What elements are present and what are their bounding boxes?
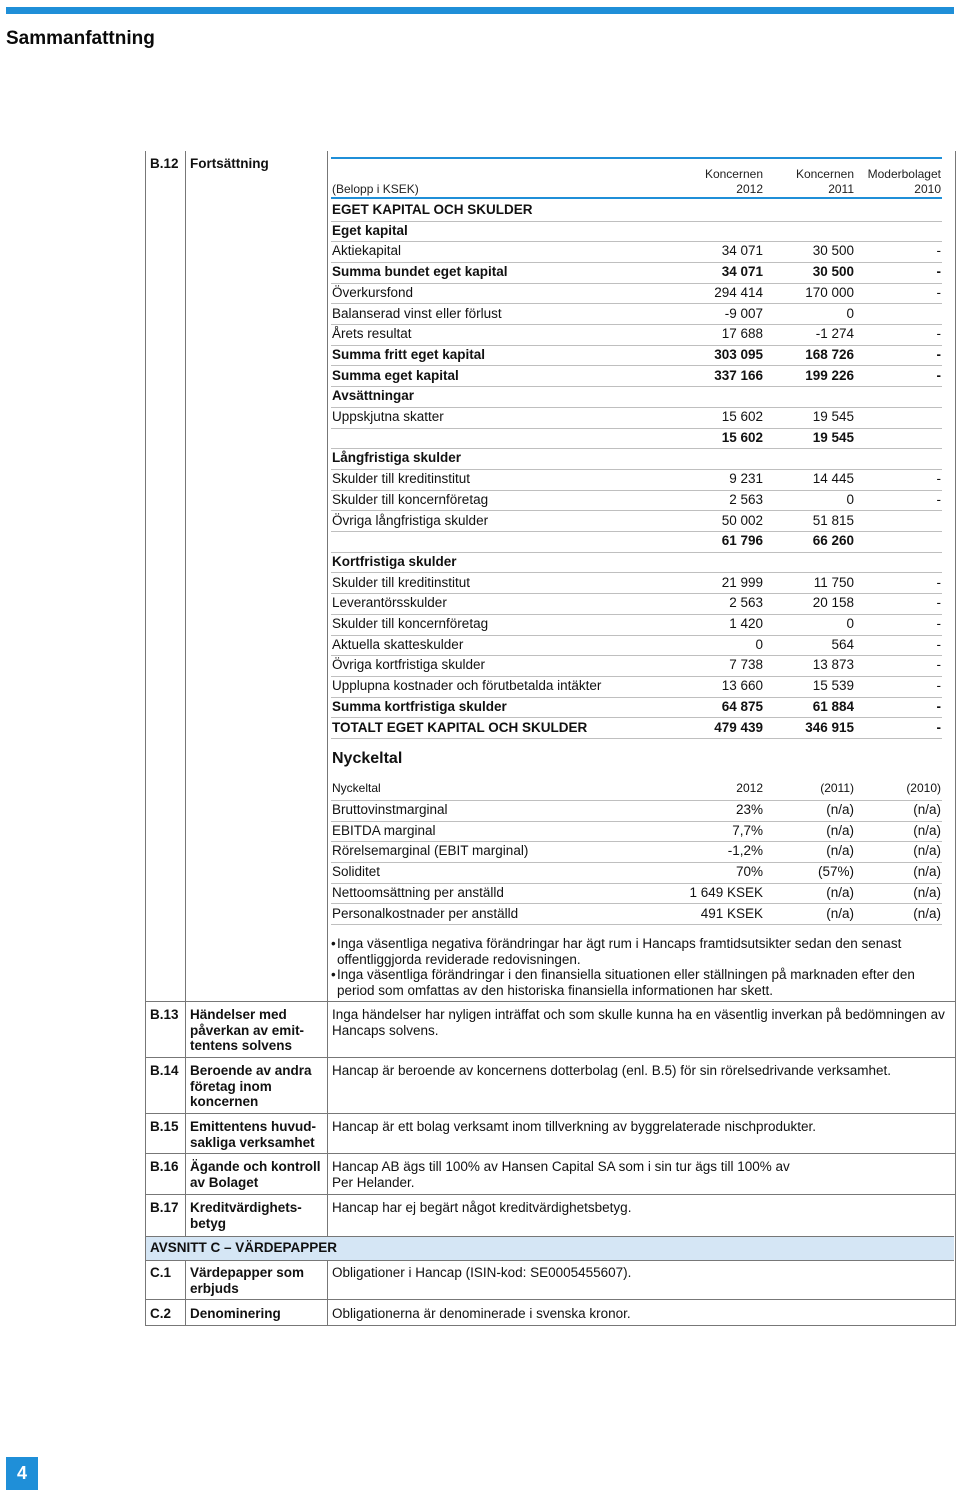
row-value-v2: (n/a) (826, 905, 854, 921)
row-label: Skulder till kreditinstitut (332, 574, 471, 590)
col3-line2: 2010 (914, 182, 941, 196)
row-value-v1: -1,2% (727, 843, 763, 859)
row-label: Summa kortfristiga skulder (332, 698, 507, 714)
section-text: Obligationerna är denominerade i svenska kronor. (332, 1306, 631, 1321)
row-value-v1: 50 002 (721, 512, 763, 528)
row-value-v3: - (936, 346, 941, 362)
section-divider (145, 1153, 955, 1154)
nyckeltal-row (331, 862, 942, 884)
row-label: Personalkostnader per anställd (332, 905, 519, 921)
balance-row (331, 469, 942, 491)
unit-label: (Belopp i KSEK) (332, 182, 419, 196)
row-value-v3: - (936, 574, 941, 590)
section-text: Hancap är ett bolag verksamt inom tillverkning av byggrelaterade nischprodukter. (332, 1119, 817, 1134)
row-label: Eget kapital (332, 222, 408, 238)
section-code: C.1 (150, 1265, 172, 1280)
page-number: 4 (6, 1457, 38, 1490)
section-label: Ägande och kontroll av Bolaget (190, 1159, 321, 1190)
nyckeltal-row (331, 800, 942, 822)
nyckeltal-row (331, 821, 942, 843)
col1-line1: Koncernen (704, 167, 763, 181)
row-value-v2: 30 500 (812, 264, 854, 280)
row-label: Avsättningar (332, 388, 415, 404)
row-label: Rörelsemarginal (EBIT marginal) (332, 843, 529, 859)
balance-row (331, 552, 942, 574)
nyckeltal-header (331, 779, 942, 801)
row-value-v1: 13 660 (721, 678, 763, 694)
row-value-v2: 199 226 (805, 367, 854, 383)
col1-line2: 2012 (736, 182, 763, 196)
row-value-v1: 491 KSEK (700, 905, 763, 921)
row-value-v2: (n/a) (826, 843, 854, 859)
section-code: B.15 (150, 1119, 179, 1134)
row-label: Nettoomsättning per anställd (332, 884, 504, 900)
row-value-v3: - (936, 616, 941, 631)
row-value-v1: 34 071 (721, 264, 763, 280)
section-label: Händelser med påverkan av emit-tentens solvens (190, 1007, 305, 1053)
section-code: B.14 (150, 1063, 179, 1078)
row-label: Aktuella skatteskulder (332, 636, 464, 652)
row-label: Summa eget kapital (332, 367, 459, 383)
row-value-v3: (n/a) (913, 822, 941, 838)
row-value-v1: -9 007 (724, 305, 763, 321)
row-value-v3: (n/a) (913, 884, 941, 900)
row-value-v1: 23% (735, 802, 763, 817)
row-value-v1: 0 (755, 636, 763, 652)
row-value-v2: 19 545 (812, 429, 854, 445)
section-label: Beroende av andra företag inom koncernen (190, 1063, 312, 1109)
section-label: Fortsättning (190, 156, 269, 171)
table-top-rule (331, 157, 942, 159)
section-label: Emittentens huvud-sakliga verksamhet (190, 1119, 317, 1150)
row-value-v3: - (936, 657, 941, 673)
row-value-v1: 479 439 (714, 719, 763, 735)
balance-row (331, 511, 942, 533)
row-label: Balanserad vinst eller förlust (332, 305, 502, 321)
row-value-v1: 61 796 (721, 533, 763, 549)
section-text: Hancap är beroende av koncernens dotterbolag (enl. B.5) för sin rörelsedrivande verksamhet. (332, 1063, 892, 1078)
nyckeltal-row (331, 841, 942, 863)
nyckeltal-title: Nyckeltal (332, 750, 403, 767)
row-value-v3: - (936, 284, 941, 300)
row-value-v1: 2 563 (729, 491, 763, 507)
col3-line1: Moderbolaget (867, 167, 941, 181)
balance-row (331, 676, 942, 698)
balance-row (331, 221, 942, 243)
row-label: Aktiekapital (332, 243, 402, 259)
section-code: B.13 (150, 1007, 179, 1022)
nyckeltal-header-2011: (2011) (820, 781, 854, 795)
row-value-v2: 61 884 (812, 698, 854, 714)
section-label: Denominering (190, 1306, 281, 1321)
section-code: B.17 (150, 1200, 179, 1215)
balance-row (331, 593, 942, 615)
row-value-v3: - (936, 491, 941, 507)
balance-row (331, 241, 942, 263)
section-label: Värdepapper som erbjuds (190, 1265, 305, 1296)
row-value-v3: - (936, 367, 941, 383)
row-value-v3: - (936, 243, 941, 259)
section-divider (145, 1299, 955, 1300)
row-value-v1: 9 231 (729, 471, 763, 487)
section-text: Hancap har ej begärt något kreditvärdighetsbetyg. (332, 1200, 632, 1215)
row-value-v3: (n/a) (913, 843, 941, 859)
row-label: Årets resultat (332, 326, 412, 342)
balance-row (331, 697, 942, 719)
row-value-v2: 15 539 (812, 678, 854, 694)
row-value-v2: 564 (831, 636, 854, 652)
column-divider-code (185, 151, 186, 1325)
row-value-v3: - (936, 719, 941, 735)
row-value-v3: (n/a) (913, 802, 941, 817)
row-label: Övriga långfristiga skulder (332, 512, 489, 528)
row-value-v2: 0 (846, 616, 854, 631)
row-value-v2: 13 873 (812, 657, 854, 673)
row-label: Summa fritt eget kapital (332, 346, 486, 362)
header-bottom-rule (331, 197, 942, 199)
row-value-v1: 2 563 (729, 595, 763, 611)
row-value-v1: 34 071 (721, 243, 763, 259)
row-value-v2: 346 915 (805, 719, 854, 735)
row-label: Överkursfond (332, 284, 414, 300)
balance-row (331, 407, 942, 429)
row-value-v3: - (936, 678, 941, 694)
bullet-item: • Inga väsentliga förändringar i den finansiella situationen eller ställningen på marknaden efter den period som omfattas av den historiska finansiella informationen har skett. (331, 967, 946, 998)
row-value-v1: 64 875 (721, 698, 763, 714)
row-label: Långfristiga skulder (332, 450, 462, 466)
row-label: EBITDA marginal (332, 822, 436, 838)
row-value-v2: (57%) (817, 864, 854, 880)
nyckeltal-row (331, 904, 942, 926)
top-accent-bar (6, 7, 954, 14)
row-value-v3: - (936, 471, 941, 487)
balance-row (331, 200, 942, 222)
row-value-v1: 17 688 (721, 326, 763, 342)
row-value-v2: (n/a) (826, 802, 854, 817)
row-value-v2: 19 545 (812, 409, 854, 424)
row-label: Uppskjutna skatter (332, 409, 444, 424)
column-divider-label (327, 151, 328, 1325)
row-value-v2: 20 158 (812, 595, 854, 611)
row-value-v2: 168 726 (805, 346, 854, 362)
row-label: Summa bundet eget kapital (332, 264, 508, 280)
balance-row (331, 655, 942, 677)
row-value-v2: 66 260 (812, 533, 854, 549)
section-divider (145, 1001, 955, 1002)
section-text: Inga händelser har nyligen inträffat och som skulle kunna ha en väsentlig inverkan på bedömningen av Hancaps solvens. (332, 1007, 945, 1038)
row-value-v2: 51 815 (812, 512, 854, 528)
row-label: Soliditet (332, 864, 381, 880)
row-value-v3: - (936, 595, 941, 611)
row-value-v2: (n/a) (826, 822, 854, 838)
row-value-v1: 21 999 (721, 574, 763, 590)
page-title: Sammanfattning (6, 28, 155, 49)
section-code: B.16 (150, 1159, 179, 1174)
balance-row (331, 614, 942, 636)
balance-row (331, 304, 942, 326)
balance-row (331, 386, 942, 408)
row-value-v2: 170 000 (805, 284, 854, 300)
row-value-v1: 7 738 (729, 657, 763, 673)
nyckeltal-header-label: Nyckeltal (332, 781, 381, 795)
row-value-v2: -1 274 (815, 326, 854, 342)
row-label: Övriga kortfristiga skulder (332, 657, 486, 673)
row-value-v1: 1 420 (729, 616, 763, 631)
balance-row (331, 490, 942, 512)
balance-row (331, 345, 942, 367)
row-value-v3: - (936, 264, 941, 280)
row-value-v1: 294 414 (714, 284, 763, 300)
balance-row (331, 262, 942, 284)
row-value-v3: (n/a) (913, 864, 941, 880)
balance-row (331, 635, 942, 657)
section-text: Hancap AB ägs till 100% av Hansen Capital SA som i sin tur ägs till 100% av Per Helander. (332, 1159, 790, 1190)
balance-row (331, 448, 942, 470)
row-label: Bruttovinstmarginal (332, 802, 448, 817)
section-code: B.12 (150, 156, 179, 171)
section-text: Obligationer i Hancap (ISIN-kod: SE0005455607). (332, 1265, 632, 1280)
row-value-v3: - (936, 698, 941, 714)
nyckeltal-row (331, 883, 942, 905)
row-value-v2: 11 750 (813, 574, 854, 590)
balance-header (331, 167, 942, 197)
section-divider (145, 1194, 955, 1195)
row-value-v3: - (936, 636, 941, 652)
outlook-bullets (331, 936, 946, 998)
section-divider (145, 1057, 955, 1058)
row-value-v1: 15 602 (721, 409, 763, 424)
row-value-v1: 303 095 (714, 346, 763, 362)
balance-row (331, 366, 942, 388)
row-label: Kortfristiga skulder (332, 553, 457, 569)
row-value-v2: 0 (846, 491, 854, 507)
col2-line2: 2011 (828, 182, 854, 196)
balance-row (331, 428, 942, 450)
row-label: Skulder till koncernföretag (332, 491, 489, 507)
section-code: C.2 (150, 1306, 172, 1321)
row-label: EGET KAPITAL OCH SKULDER (332, 202, 533, 217)
row-label: TOTALT EGET KAPITAL OCH SKULDER (332, 719, 588, 735)
section-divider (145, 1113, 955, 1114)
row-value-v3: (n/a) (913, 905, 941, 921)
row-label: Upplupna kostnader och förutbetalda intäkter (332, 678, 602, 694)
balance-row (331, 573, 942, 595)
section-c-title: AVSNITT C – VÄRDEPAPPER (150, 1240, 338, 1255)
nyckeltal-header-2012: 2012 (736, 781, 763, 795)
row-label: Skulder till koncernföretag (332, 616, 489, 631)
balance-row (331, 324, 942, 346)
row-label: Skulder till kreditinstitut (332, 471, 471, 487)
bullet-item: • Inga väsentliga negativa förändringar har ägt rum i Hancaps framtidsutsikter sedan den senast offentliggjorda reviderade redovisningen. (331, 936, 946, 967)
balance-row (331, 718, 942, 740)
row-value-v2: 30 500 (812, 243, 854, 259)
row-value-v2: 0 (846, 305, 854, 321)
row-value-v3: - (936, 326, 941, 342)
row-value-v1: 15 602 (721, 429, 763, 445)
col2-line1: Koncernen (795, 167, 854, 181)
balance-row (331, 531, 942, 553)
row-value-v1: 337 166 (714, 367, 763, 383)
row-label: Leverantörsskulder (332, 595, 447, 611)
row-value-v2: 14 445 (812, 471, 854, 487)
section-label: Kreditvärdighets-betyg (190, 1200, 302, 1231)
section-c-header (146, 1236, 954, 1261)
balance-row (331, 283, 942, 305)
row-value-v2: (n/a) (826, 884, 854, 900)
nyckeltal-header-2010: (2010) (906, 781, 941, 795)
row-value-v1: 7,7% (732, 822, 763, 838)
row-value-v1: 1 649 KSEK (689, 884, 763, 900)
row-value-v1: 70% (735, 864, 763, 880)
